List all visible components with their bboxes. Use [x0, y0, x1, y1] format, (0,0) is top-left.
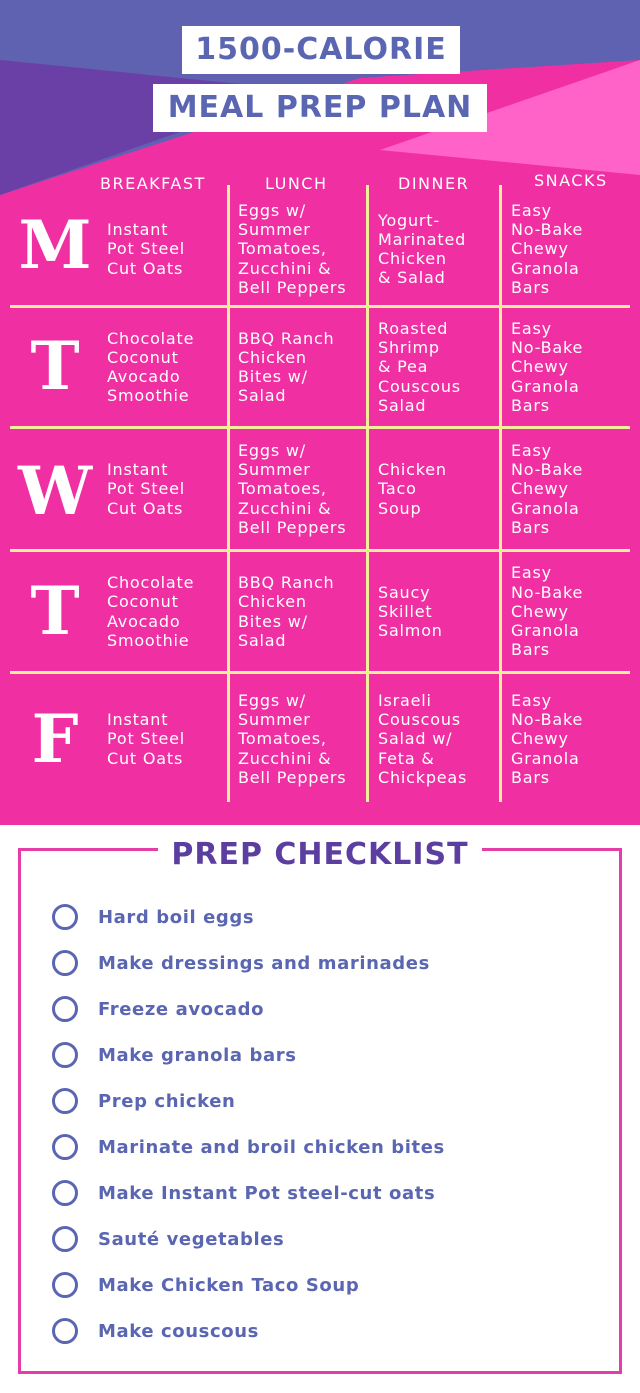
meal-cell-lunch: [238, 676, 364, 802]
checklist-item[interactable]: [52, 947, 430, 979]
checklist-item-label: Make dressings and marinades: [98, 952, 430, 974]
day-letter-monday: M: [18, 206, 92, 284]
meal-cell-lunch: [238, 554, 364, 669]
meal-text: Eggs w/ Summer Tomatoes, Zucchini & Bell Peppers: [238, 690, 347, 787]
title-line-1: 1500-CALORIE: [182, 26, 460, 74]
meal-text: Roasted Shrimp & Pea Couscous Salad: [378, 318, 461, 415]
meal-text: Eggs w/ Summer Tomatoes, Zucchini & Bell Peppers: [238, 440, 347, 537]
grid-line-vertical: [227, 185, 230, 802]
meal-cell-lunch: [238, 310, 364, 424]
meal-text: Instant Pot Steel Cut Oats: [107, 710, 185, 768]
meal-cell-snacks: [511, 310, 629, 424]
meal-text: Chocolate Coconut Avocado Smoothie: [107, 328, 195, 406]
checklist-item[interactable]: [52, 1315, 259, 1347]
meal-text: BBQ Ranch Chicken Bites w/ Salad: [238, 573, 335, 650]
meal-cell-snacks: [511, 195, 629, 303]
checkbox-circle-icon[interactable]: [52, 996, 78, 1022]
day-letter-thursday: T: [30, 572, 80, 650]
meal-text: Saucy Skillet Salmon: [378, 582, 443, 641]
meal-text: Eggs w/ Summer Tomatoes, Zucchini & Bell Peppers: [238, 200, 347, 297]
title-line-2: MEAL PREP PLAN: [153, 84, 487, 132]
meal-cell-snacks: [511, 431, 629, 547]
checklist-item[interactable]: [52, 901, 254, 933]
meal-cell-dinner: [378, 431, 496, 547]
meal-cell-lunch: [238, 195, 364, 303]
meal-text: Instant Pot Steel Cut Oats: [107, 220, 185, 278]
meal-cell-snacks: [511, 554, 629, 669]
checklist-item-label: Sauté vegetables: [98, 1228, 285, 1250]
checkbox-circle-icon[interactable]: [52, 1272, 78, 1298]
grid-line-vertical: [499, 185, 502, 802]
column-header-lunch: LUNCH: [265, 174, 328, 193]
grid-line-horizontal: [10, 426, 630, 429]
day-letter-tuesday: T: [30, 327, 80, 405]
meal-cell-snacks: [511, 676, 629, 802]
checklist-item-label: Freeze avocado: [98, 998, 265, 1020]
checkbox-circle-icon[interactable]: [52, 1318, 78, 1344]
column-header-dinner: DINNER: [398, 174, 470, 193]
checkbox-circle-icon[interactable]: [52, 1134, 78, 1160]
checkbox-circle-icon[interactable]: [52, 904, 78, 930]
checkbox-circle-icon[interactable]: [52, 1226, 78, 1252]
meal-cell-breakfast: [107, 310, 223, 424]
checklist-item[interactable]: [52, 1269, 359, 1301]
checklist-item-label: Make Chicken Taco Soup: [98, 1274, 360, 1296]
grid-line-horizontal: [10, 671, 630, 674]
grid-line-horizontal: [10, 305, 630, 308]
meal-cell-breakfast: [107, 554, 223, 669]
checklist-item[interactable]: [52, 1039, 297, 1071]
checklist-item-label: Prep chicken: [98, 1090, 236, 1112]
checklist-item[interactable]: [52, 993, 264, 1025]
meal-text: Easy No-Bake Chewy Granola Bars: [511, 690, 584, 787]
day-letter-wednesday: W: [17, 452, 93, 530]
checkbox-circle-icon[interactable]: [52, 1042, 78, 1068]
checklist-item[interactable]: [52, 1177, 435, 1209]
checklist-item[interactable]: [52, 1131, 445, 1163]
meal-cell-breakfast: [107, 676, 223, 802]
meal-text: Chicken Taco Soup: [378, 460, 447, 518]
meal-cell-dinner: [378, 676, 496, 802]
meal-cell-dinner: [378, 310, 496, 424]
grid-line-horizontal: [10, 549, 630, 552]
meal-text: Chocolate Coconut Avocado Smoothie: [107, 573, 195, 650]
checkbox-circle-icon[interactable]: [52, 1180, 78, 1206]
meal-cell-breakfast: [107, 195, 223, 303]
meal-cell-breakfast: [107, 431, 223, 547]
meal-text: Easy No-Bake Chewy Granola Bars: [511, 200, 584, 297]
meal-cell-lunch: [238, 431, 364, 547]
checklist-item-label: Marinate and broil chicken bites: [98, 1136, 445, 1158]
checkbox-circle-icon[interactable]: [52, 950, 78, 976]
meal-text: BBQ Ranch Chicken Bites w/ Salad: [238, 328, 335, 406]
meal-cell-dinner: [378, 554, 496, 669]
checklist-item-label: Make Instant Pot steel-cut oats: [98, 1182, 436, 1204]
checklist-item-label: Make couscous: [98, 1320, 259, 1342]
checklist-item[interactable]: [52, 1085, 235, 1117]
checklist-item[interactable]: [52, 1223, 284, 1255]
meal-text: Easy No-Bake Chewy Granola Bars: [511, 563, 584, 660]
checklist-item-label: Make granola bars: [98, 1044, 297, 1066]
meal-text: Easy No-Bake Chewy Granola Bars: [511, 318, 584, 415]
grid-line-vertical: [366, 185, 369, 802]
day-letter-friday: F: [31, 700, 79, 778]
meal-text: Easy No-Bake Chewy Granola Bars: [511, 440, 584, 537]
meal-text: Instant Pot Steel Cut Oats: [107, 460, 185, 518]
checkbox-circle-icon[interactable]: [52, 1088, 78, 1114]
checklist-item-label: Hard boil eggs: [98, 906, 255, 928]
checklist-title: PREP CHECKLIST: [158, 832, 482, 878]
meal-text: Israeli Couscous Salad w/ Feta & Chickpeas: [378, 690, 468, 787]
column-header-breakfast: BREAKFAST: [100, 174, 206, 193]
meal-text: Yogurt- Marinated Chicken & Salad: [378, 210, 467, 288]
meal-cell-dinner: [378, 195, 496, 303]
column-header-snacks: SNACKS: [534, 171, 608, 190]
